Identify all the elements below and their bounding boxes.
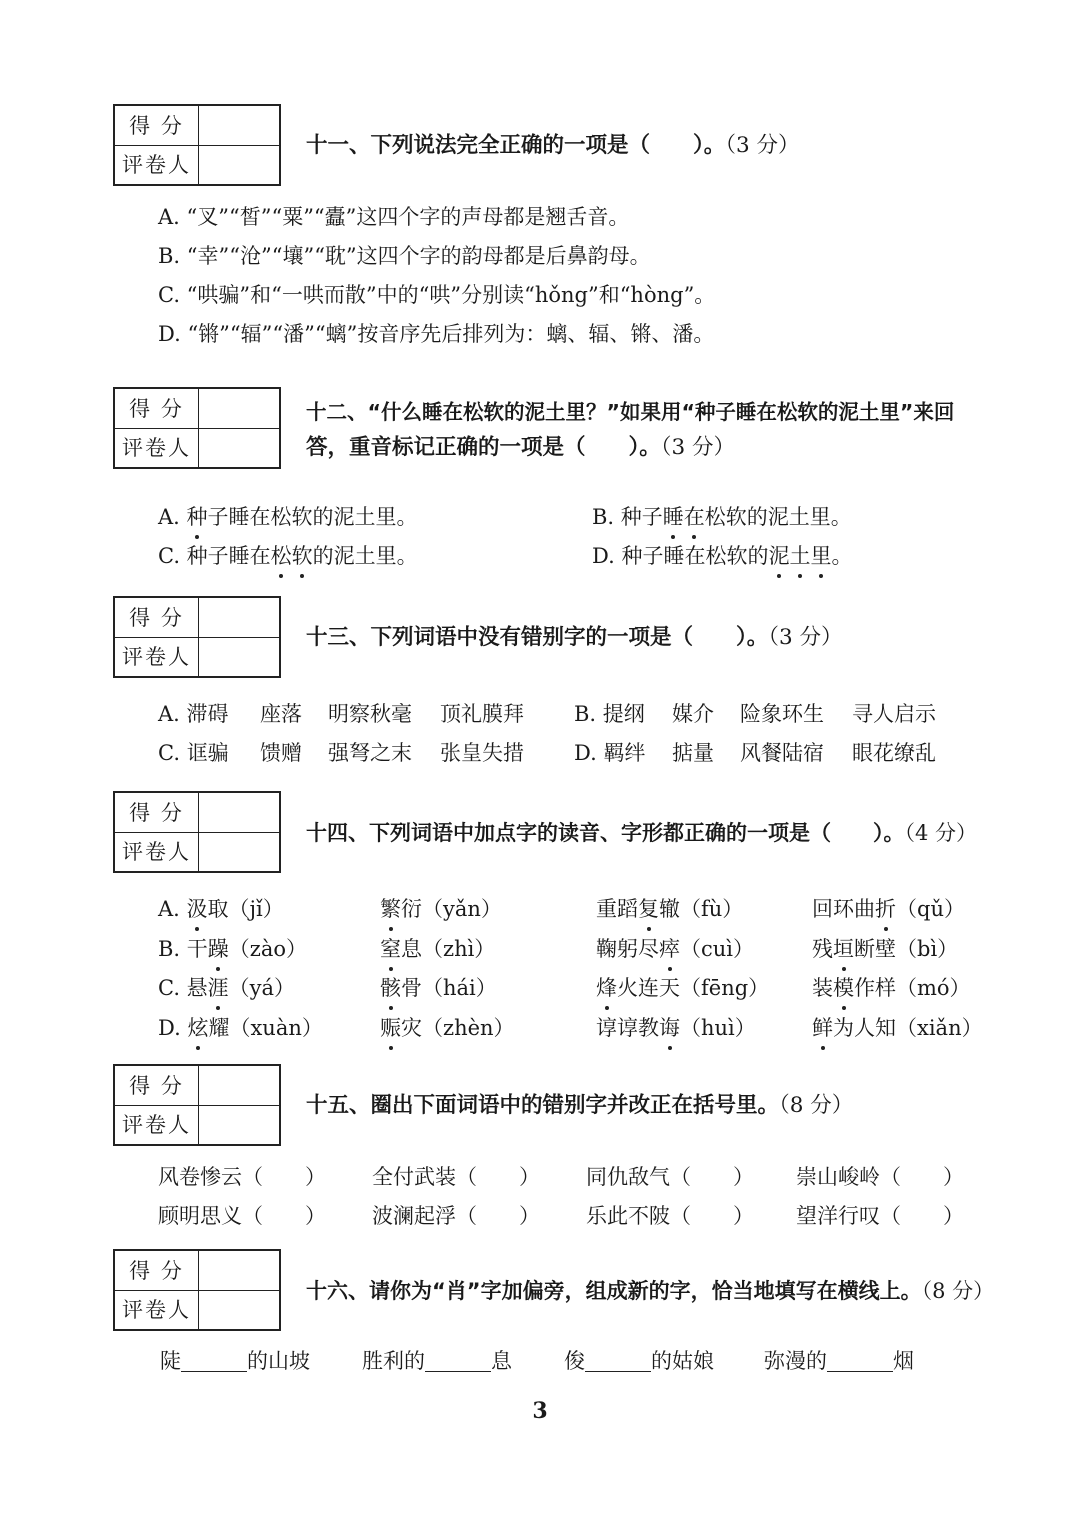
score-box-q14 <box>113 791 281 873</box>
fill-blank[interactable] <box>827 1347 893 1372</box>
grader-cell[interactable] <box>199 145 279 184</box>
page-number: 3 <box>532 1398 548 1424</box>
q15-item[interactable]: 波澜起浮（ ） <box>372 1204 540 1228</box>
q15-item[interactable]: 风卷惨云（ ） <box>158 1165 326 1189</box>
fill-blank[interactable] <box>585 1347 651 1372</box>
q11-option-d: D. “锵”“辐”“潘”“螭”按音序先后排列为：螭、辐、锵、潘。 <box>158 322 715 346</box>
q15-item[interactable]: 顾明思义（ ） <box>158 1204 326 1228</box>
score-label: 得 分 <box>115 106 199 145</box>
q16-title: 十六、请你为“肖”字加偏旁，组成新的字，恰当地填写在横线上。（8 分） <box>306 1279 995 1303</box>
score-label: 得 分 <box>115 793 199 832</box>
grader-cell[interactable] <box>199 832 279 871</box>
grader-label: 评卷人 <box>115 832 199 871</box>
q15-item[interactable]: 望洋行叹（ ） <box>796 1204 964 1228</box>
grader-label: 评卷人 <box>115 428 199 467</box>
grader-label: 评卷人 <box>115 637 199 676</box>
grader-label: 评卷人 <box>115 145 199 184</box>
q15-title: 十五、圈出下面词语中的错别字并改正在括号里。（8 分） <box>306 1093 854 1118</box>
q12-option-b: B. 种子睡在松软的泥土里。 <box>592 500 852 534</box>
score-box-q16 <box>113 1249 281 1331</box>
grader-label: 评卷人 <box>115 1105 199 1144</box>
grader-cell[interactable] <box>199 428 279 467</box>
score-box-q12 <box>113 387 281 469</box>
q11-option-b: B. “幸”“沧”“壤”“耽”这四个字的韵母都是后鼻韵母。 <box>158 244 651 268</box>
score-box-q13 <box>113 596 281 678</box>
q11-title: 十一、下列说法完全正确的一项是（ ）。（3 分） <box>306 133 800 158</box>
score-cell[interactable] <box>199 106 279 145</box>
score-label: 得 分 <box>115 1066 199 1105</box>
fill-blank[interactable] <box>425 1347 491 1372</box>
q15-item[interactable]: 崇山峻岭（ ） <box>796 1165 964 1189</box>
q12-title-line1: 十二、“什么睡在松软的泥土里？”如果用“种子睡在松软的泥土里”来回 <box>306 400 955 424</box>
q11-option-c: C. “哄骗”和“一哄而散”中的“哄”分别读“hǒng”和“hòng”。 <box>158 283 716 307</box>
q15-item[interactable]: 乐此不陂（ ） <box>586 1204 754 1228</box>
score-cell[interactable] <box>199 598 279 637</box>
score-cell[interactable] <box>199 793 279 832</box>
q15-item[interactable]: 全付武装（ ） <box>372 1165 540 1189</box>
q12-title-line2: 答，重音标记正确的一项是（ ）。（3 分） <box>306 435 736 460</box>
score-cell[interactable] <box>199 1066 279 1105</box>
grader-cell[interactable] <box>199 637 279 676</box>
q12-option-c: C. 种子睡在松软的泥土里。 <box>158 539 418 573</box>
score-label: 得 分 <box>115 389 199 428</box>
score-cell[interactable] <box>199 1251 279 1290</box>
q13-title: 十三、下列词语中没有错别字的一项是（ ）。（3 分） <box>306 625 843 650</box>
score-label: 得 分 <box>115 598 199 637</box>
score-label: 得 分 <box>115 1251 199 1290</box>
score-box-q15 <box>113 1064 281 1146</box>
q12-option-d: D. 种子睡在松软的泥土里。 <box>592 539 852 573</box>
q12-option-a: A. 种子睡在松软的泥土里。 <box>158 500 418 534</box>
fill-blank[interactable] <box>181 1347 247 1372</box>
grader-label: 评卷人 <box>115 1290 199 1329</box>
grader-cell[interactable] <box>199 1105 279 1144</box>
q14-title: 十四、下列词语中加点字的读音、字形都正确的一项是（ ）。（4 分） <box>306 821 978 845</box>
grader-cell[interactable] <box>199 1290 279 1329</box>
score-cell[interactable] <box>199 389 279 428</box>
q11-option-a: A. “叉”“皙”“粟”“蠹”这四个字的声母都是翘舌音。 <box>158 205 630 229</box>
score-box-q11 <box>113 104 281 186</box>
q15-item[interactable]: 同仇敌气（ ） <box>586 1165 754 1189</box>
